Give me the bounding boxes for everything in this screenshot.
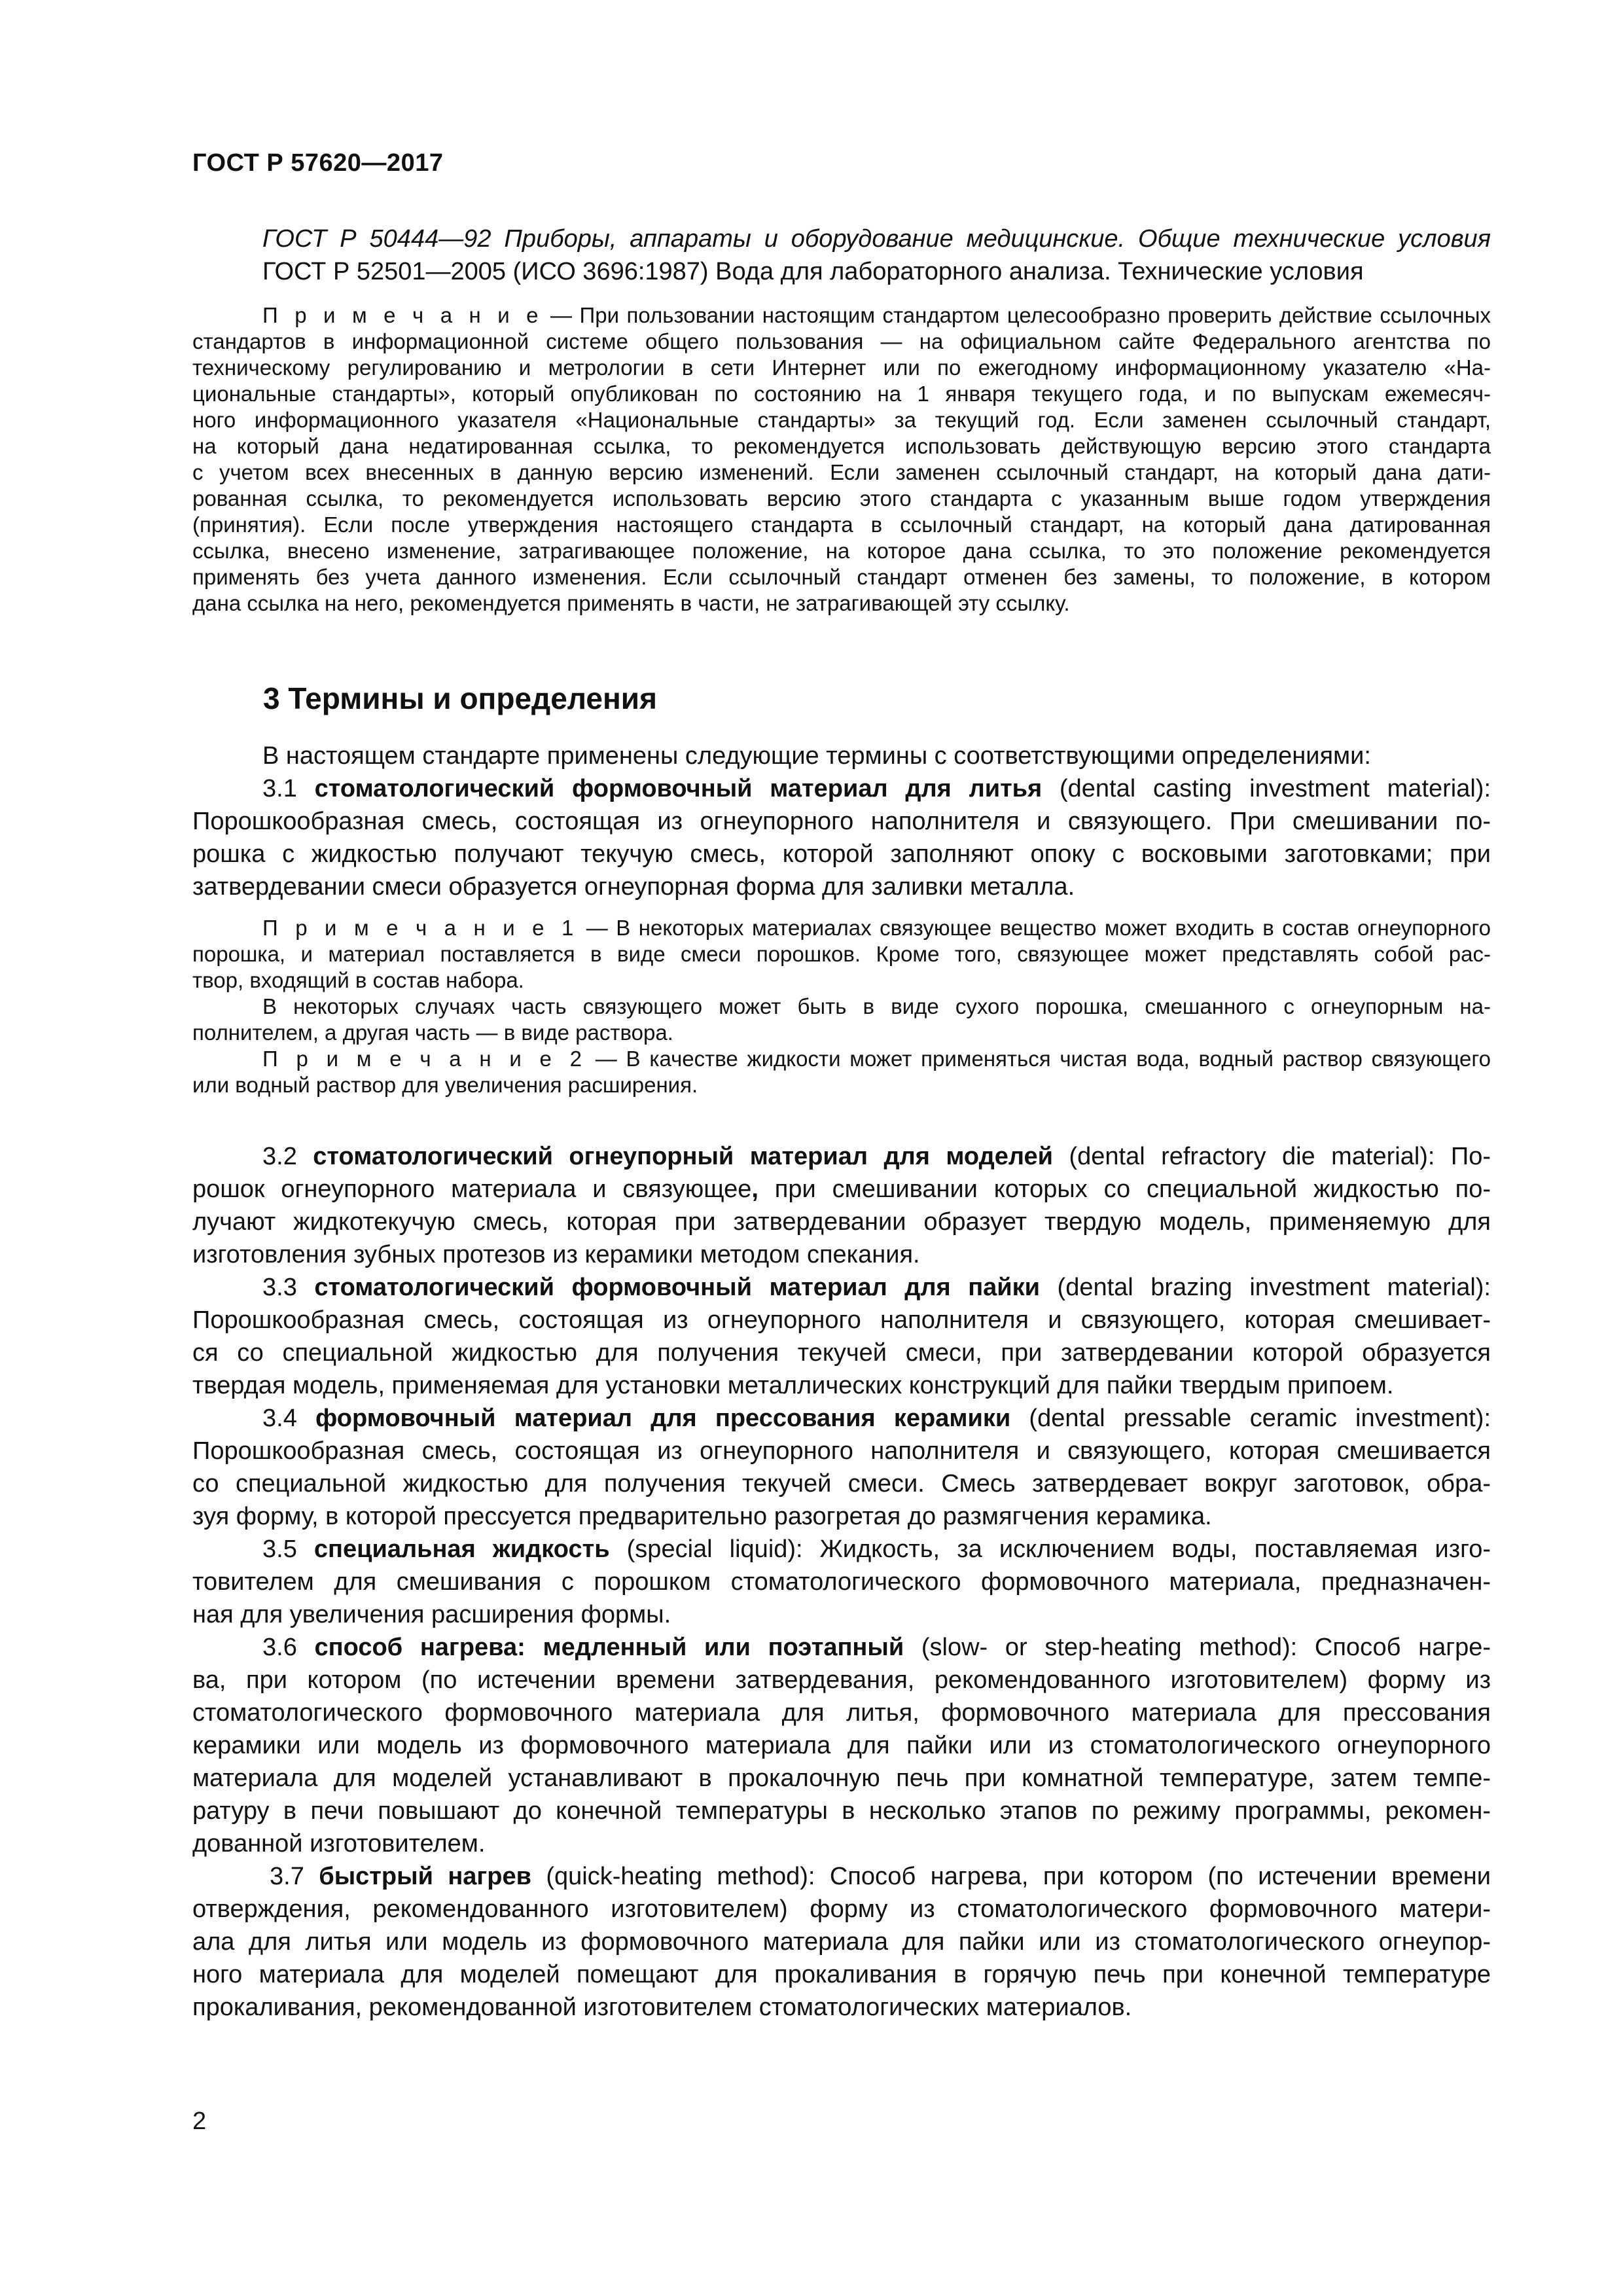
section-intro: В настоящем стандарте применены следующие термины с соответствующими определениями: bbox=[262, 742, 1371, 770]
term-3-2: 3.2 стоматологический огнеупорный материал для моделей (dental refractory die material): По- bbox=[262, 1143, 1491, 1170]
term-title: стоматологический формовочный материал для литья bbox=[314, 775, 1043, 802]
references-note: П р и м е ч а н и е — При пользовании настоящим стандартом целесообразно проверить действие ссылочных стандартов в информационной системе общего пользования — на официальном сайте Федерального агентства по техническому регулированию и метрологии в сети Интернет или по ежегодному информационному указателю «На- циональные стандарты», который опубликован по состоянию на 1 января текущего года, и по выпускам ежемесяч- ного информационного указателя «Национальные стандарты» за текущий год. Если заменен ссылочный стандарт, на который дана недатированная ссылка, то рекомендуется использовать действующую версию этого стандарта с учетом всех внесенных в данную версию изменений. Если заменен ссылочный стандарт, на который дана дати- рованная ссылка, то рекомендуется использовать версию этого стандарта с указанным выше годом утверждения (принятия). Если после утверждения настоящего стандарта в ссылочный стандарт, на который дана датированная ссылка, внесено изменение, затрагивающее положение, на которое дана ссылка, то это положение рекомендуется применять без учета данного изменения. Если ссылочный стандарт отменен без замены, то положение, в котором дана ссылка на него, рекомендуется применять в части, не затрагивающей эту ссылку. bbox=[192, 303, 1491, 615]
term-title: стоматологический огнеупорный материал для моделей bbox=[313, 1143, 1054, 1170]
note-label: П р и м е ч а н и е 1 bbox=[262, 916, 579, 940]
term-3-6: 3.6 способ нагрева: медленный или поэтапный (slow- or step-heating method): Способ нагре- bbox=[262, 1634, 1491, 1661]
page-number: 2 bbox=[192, 2108, 207, 2135]
document-id: ГОСТ Р 57620—2017 bbox=[192, 149, 444, 177]
term-3-5: 3.5 специальная жидкость (special liquid): Жидкость, за исключением воды, поставляемая изго- bbox=[262, 1535, 1491, 1563]
term-title: формовочный материал для прессования керамики bbox=[315, 1405, 1011, 1432]
terms-3-2-to-3-7: 3.2 стоматологический огнеупорный материал для моделей (dental refractory die material): По- рошок огнеупорного материала и связующее, при смешивании которых со специальной жидкостью по- лучают жидкотекучую смесь, которая при затвердевании образует твердую модель, применяемую для изготовления зубных протезов из керамики методом спекания. 3.3 стоматологический формовочный материал для пайки (dental brazing investment material): Порошкообразная смесь, состоящая из огнеупорного наполнителя и связующего, которая смешивает- ся со специальной жидкостью для получения текучей смеси, при затвердевании которой образуется твердая модель, применяемая для установки металлических конструкций для пайки твердым припоем. 3.4 формовочный материал для прессования керамики (dental pressable ceramic investment): Порошкообразная смесь, состоящая из огнеупорного наполнителя и связующего, которая смешивается со специальной жидкостью для получения текучей смеси. Смесь затвердевает вокруг заготовок, обра- зуя форму, в которой прессуется предварительно разогретая до размягчения керамика. 3.5 специальная жидкость (special liquid): Жидкость, за исключением воды, поставляемая изго- товителем для смешивания с порошком стоматологического формовочного материала, предназначен- ная для увеличения расширения формы. 3.6 способ нагрева: медленный или поэтапный (slow- or step-heating method): Способ нагре- ва, при котором (по истечении времени затвердевания, рекомендованного изготовителем) форму из стоматологического формовочного материала для литья, формовочного материала для прессования керамики или модель из формовочного материала для пайки или из стоматологического огнеупорного материала для моделей устанавливают в прокалочную печь при комнатной температуре, затем темпе- ратуру в печи повышают до конечной температуры в несколько этапов по режиму программы, рекомен- дованной изготовителем. 3.7 быстрый нагрев (quick-heating method): Способ нагрева, при котором (по истечении времени отверждения, рекомендованного изготовителем) форму из стоматологического формовочного матери- ала для литья или модель из формовочного материала для пайки или из стоматологического огнеупор- ного материала для моделей помещают для прокаливания в горячую печь при конечной температуре прокаливания, рекомендованной изготовителем стоматологических материалов. bbox=[192, 1140, 1491, 2024]
term-3-4: 3.4 формовочный материал для прессования керамики (dental pressable ceramic investment): bbox=[262, 1405, 1491, 1432]
note-label: П р и м е ч а н и е 2 bbox=[262, 1047, 587, 1071]
term-title: способ нагрева: медленный или поэтапный bbox=[314, 1634, 904, 1661]
reference-line: ГОСТ Р 52501—2005 (ИСО 3696:1987) Вода для лабораторного анализа. Технические условия bbox=[262, 258, 1364, 285]
normative-references bbox=[192, 223, 1491, 288]
term-3-1: 3.1 стоматологический формовочный материал для литья (dental casting investment material): bbox=[262, 775, 1491, 802]
term-title: стоматологический формовочный материал для пайки bbox=[314, 1274, 1041, 1301]
reference-line: ГОСТ Р 50444—92 Приборы, аппараты и оборудование медицинские. Общие технические условия bbox=[262, 225, 1491, 253]
section-title: 3 Термины и определения bbox=[263, 681, 657, 715]
note-label: П р и м е ч а н и е bbox=[262, 303, 543, 327]
term-3-1-notes: П р и м е ч а н и е 1 — В некоторых материалах связующее вещество может входить в состав огнеупорного порошка, и материал поставляется в виде смеси порошков. Кроме того, связующее может представлять собой рас- твор, входящий в состав набора. В некоторых случаях часть связующего может быть в виде сухого порошка, смешанного с огнеупорным на- полнителем, а другая часть — в виде раствора. П р и м е ч а н и е 2 — В качестве жидкости может применяться чистая вода, водный раствор связующего или водный раствор для увеличения расширения. bbox=[192, 916, 1491, 1097]
term-title: специальная жидкость bbox=[313, 1535, 610, 1563]
term-3-1-block: В настоящем стандарте применены следующие термины с соответствующими определениями: 3.1 стоматологический формовочный материал для литья (dental casting investment material): Порошкообразная смесь, состоящая из огнеупорного наполнителя и связующего. При смешивании по- рошка с жидкостью получают текучую смесь, которой заполняют опоку с восковыми заготовками; при затвердевании смеси образуется огнеупорная форма для заливки металла. bbox=[192, 740, 1491, 903]
term-title: быстрый нагрев bbox=[319, 1863, 531, 1890]
term-3-3: 3.3 стоматологический формовочный материал для пайки (dental brazing investment material): bbox=[262, 1274, 1491, 1301]
term-3-7: 3.7 быстрый нагрев (quick-heating method): Способ нагрева, при котором (по истечении времени bbox=[270, 1863, 1491, 1890]
